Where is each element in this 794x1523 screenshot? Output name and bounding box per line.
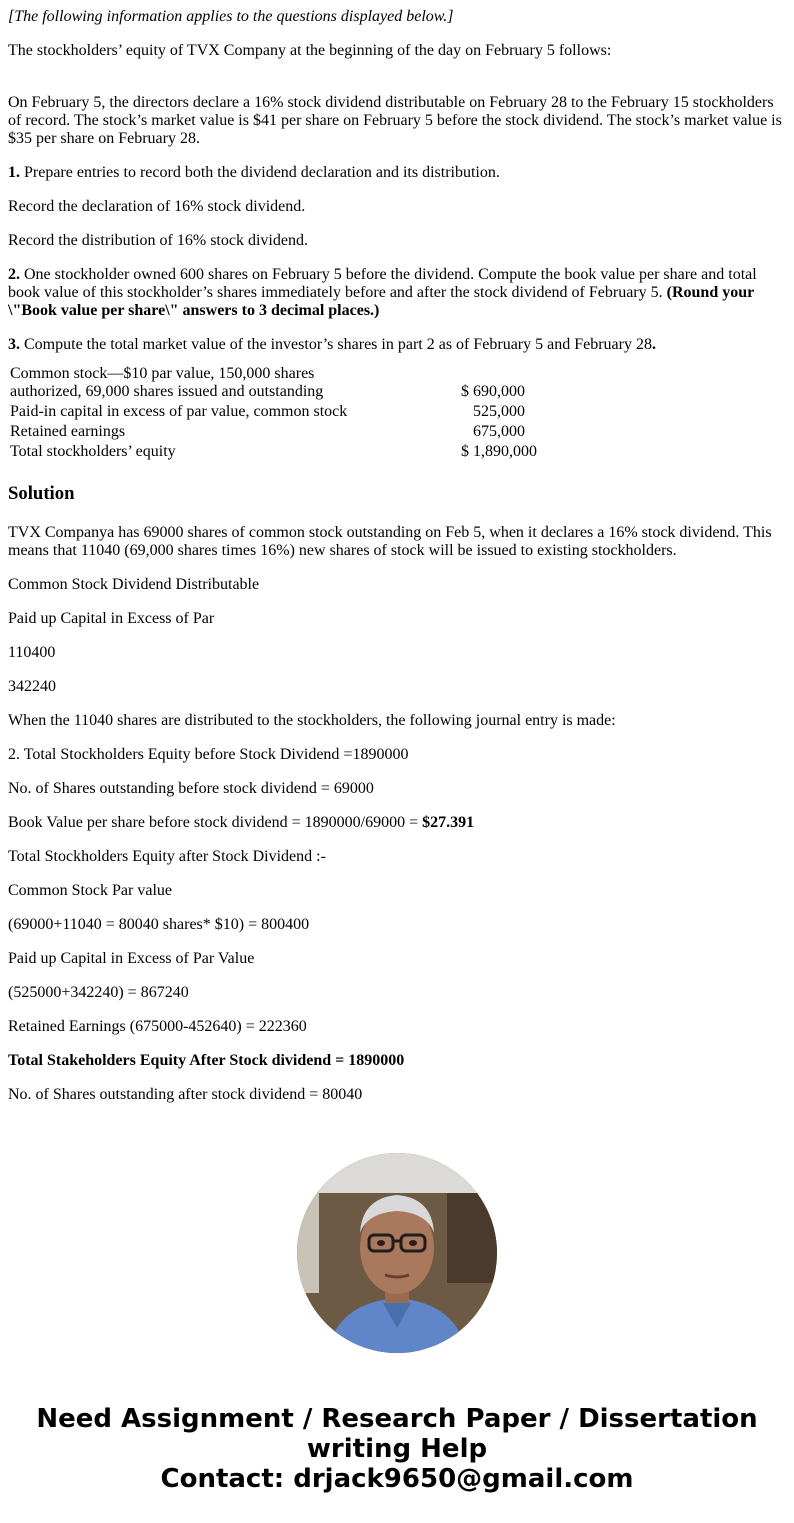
book-value-text: Book Value per share before stock dividend = 1890000/69000 = <box>8 814 423 831</box>
equity-amount: $ 1,890,000 <box>461 443 537 460</box>
solution-paragraph: (69000+11040 = 80040 shares* $10) = 800400 <box>8 916 310 933</box>
footer-contact: Contact: drjack9650@gmail.com <box>160 1464 634 1494</box>
question-3 <box>8 336 786 354</box>
question-2-text: One stockholder owned 600 shares on February 5 before the dividend. Compute the book value per share and total book value of this stockholder’s shares immediately before and after the stock dividend of February 5. <box>8 266 757 301</box>
equity-amount: 675,000 <box>461 423 525 440</box>
solution-paragraph <box>8 814 786 832</box>
equity-label: Total stockholders’ equity <box>10 443 176 460</box>
equity-amount: 525,000 <box>461 403 525 420</box>
solution-paragraph: Common Stock Par value <box>8 882 172 899</box>
equity-label-line: Common stock—$10 par value, 150,000 shares <box>10 365 315 382</box>
table-row <box>8 422 539 442</box>
question-3-end: . <box>651 336 656 353</box>
question-2-number: 2. <box>8 266 20 283</box>
solution-paragraph: Retained Earnings (675000-452640) = 222360 <box>8 1018 307 1035</box>
author-avatar <box>297 1153 497 1353</box>
solution-paragraph: When the 11040 shares are distributed to the stockholders, the following journal entry is made: <box>8 712 616 729</box>
solution-paragraph: No. of Shares outstanding after stock dividend = 80040 <box>8 1086 363 1103</box>
solution-paragraph: 2. Total Stockholders Equity before Stock Dividend =1890000 <box>8 746 409 763</box>
document-body <box>8 8 786 1120</box>
solution-paragraph: Common Stock Dividend Distributable <box>8 576 260 593</box>
equity-label: Paid-in capital in excess of par value, common stock <box>10 403 348 420</box>
equity-label: Retained earnings <box>10 423 126 440</box>
table-row <box>8 364 539 402</box>
question-2-rounding-note: (Round your \"Book value per share\" answers to 3 decimal places.) <box>8 284 754 319</box>
solution-paragraph: TVX Companya has 69000 shares of common stock outstanding on Feb 5, when it declares a 16% stock dividend. This means that 11040 (69,000 shares times 16%) new shares of stock will be issued to existing stockholders. <box>8 524 772 559</box>
equity-amount: $ 690,000 <box>461 383 525 400</box>
solution-paragraph: 110400 <box>8 644 56 661</box>
contact-footer <box>0 1404 794 1494</box>
equity-label-common-stock <box>8 364 459 402</box>
footer-line: Need Assignment / Research Paper / Dissertation <box>36 1404 758 1434</box>
scenario-paragraph: On February 5, the directors declare a 16% stock dividend distributable on February 28 to the February 15 stockholders of record. The stock’s market value is $41 per share on February 5 before the stock dividend. The stock’s market value is $35 per share on February 28. <box>8 94 782 147</box>
solution-paragraph: Paid up Capital in Excess of Par <box>8 610 215 627</box>
question-2 <box>8 266 786 320</box>
total-equity-after: Total Stakeholders Equity After Stock dividend = 1890000 <box>8 1052 405 1069</box>
table-row <box>8 442 539 462</box>
question-1-distribution: Record the distribution of 16% stock dividend. <box>8 232 308 249</box>
solution-heading: Solution <box>8 483 75 504</box>
solution-paragraph: (525000+342240) = 867240 <box>8 984 189 1001</box>
solution-paragraph: 342240 <box>8 678 56 695</box>
person-portrait-icon <box>297 1153 497 1353</box>
solution-paragraph: Paid up Capital in Excess of Par Value <box>8 950 255 967</box>
solution-paragraph <box>8 1052 786 1070</box>
question-3-number: 3. <box>8 336 20 353</box>
book-value-result: $27.391 <box>422 814 475 831</box>
solution-paragraph: No. of Shares outstanding before stock dividend = 69000 <box>8 780 374 797</box>
question-1-number: 1. <box>8 164 20 181</box>
question-1-text: Prepare entries to record both the dividend declaration and its distribution. <box>20 164 500 181</box>
intro-note: [The following information applies to the questions displayed below.] <box>8 8 454 25</box>
question-1 <box>8 164 786 182</box>
solution-paragraph: Total Stockholders Equity after Stock Dividend :- <box>8 848 326 865</box>
equity-table <box>8 364 539 462</box>
footer-line: writing Help <box>306 1434 488 1464</box>
question-1-declaration: Record the declaration of 16% stock dividend. <box>8 198 306 215</box>
equity-label-line: authorized, 69,000 shares issued and outstanding <box>10 383 324 400</box>
equity-intro: The stockholders’ equity of TVX Company at the beginning of the day on February 5 follows: <box>8 42 612 59</box>
table-row <box>8 402 539 422</box>
question-3-text: Compute the total market value of the investor’s shares in part 2 as of February 5 and February 28 <box>20 336 652 353</box>
